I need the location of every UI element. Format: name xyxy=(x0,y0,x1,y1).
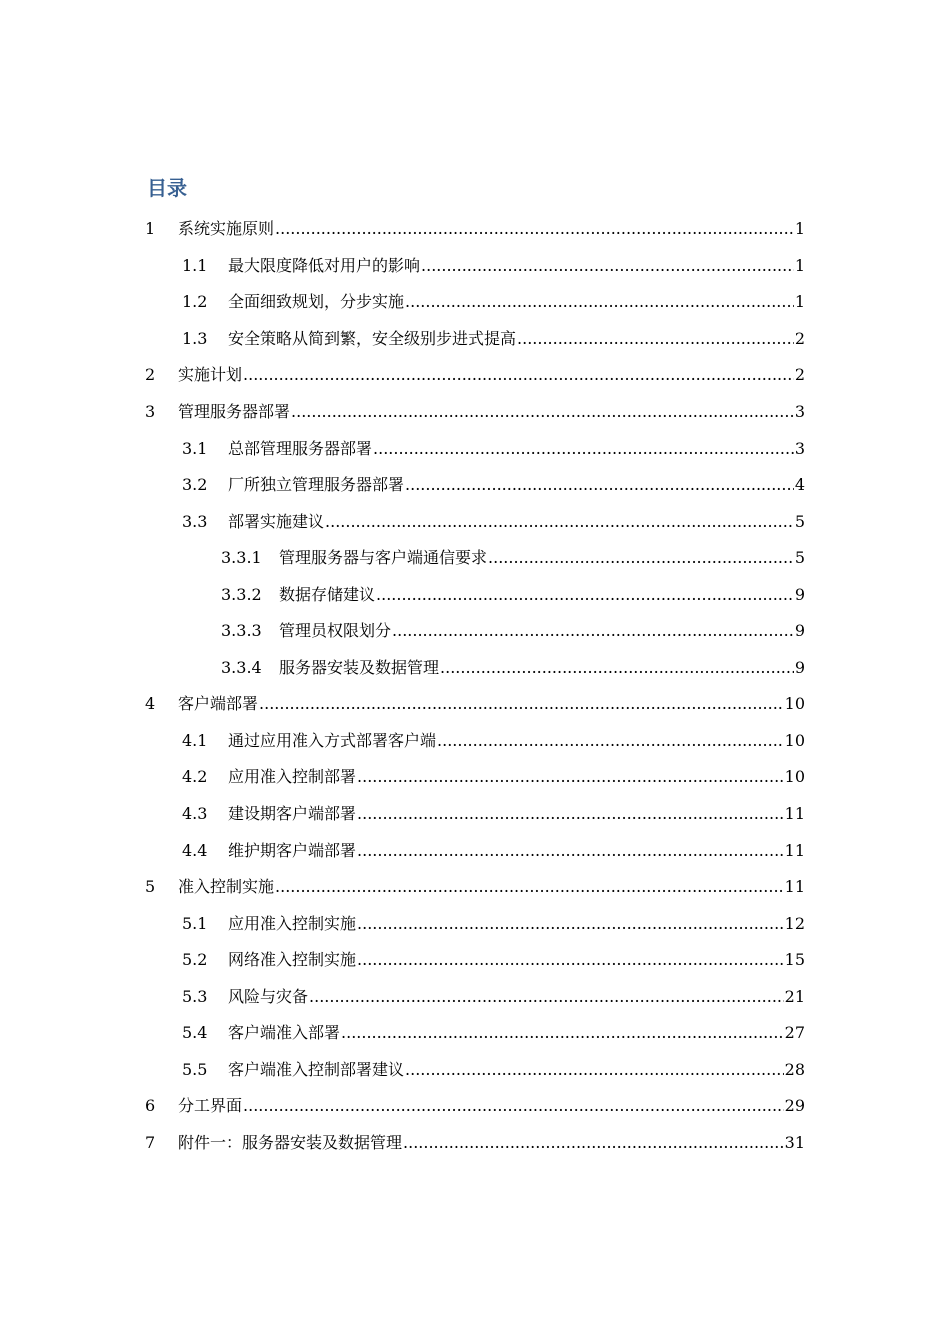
toc-entry[interactable] xyxy=(0,430,950,467)
toc-entry-number: 5.1 xyxy=(182,913,208,933)
toc-entry[interactable] xyxy=(0,1015,950,1052)
toc-dot-leader xyxy=(291,402,794,422)
toc-entry-text: 附件一：服务器安装及数据管理 xyxy=(178,1132,403,1152)
toc-entry-text: 风险与灾备 xyxy=(228,986,309,1006)
toc-entry-page: 12 xyxy=(784,913,805,933)
toc-dot-leader xyxy=(421,256,794,276)
toc-entry-number: 2 xyxy=(145,365,156,385)
toc-entry[interactable] xyxy=(0,540,950,577)
toc-entry-page: 11 xyxy=(784,840,805,860)
toc-entry-number: 1.1 xyxy=(182,255,208,275)
toc-dot-leader xyxy=(405,292,794,312)
toc-entry-number: 3.2 xyxy=(182,475,208,495)
toc-entry-number: 6 xyxy=(145,1096,156,1116)
toc-entry[interactable] xyxy=(0,1052,950,1089)
toc-dot-leader xyxy=(357,914,784,934)
toc-entry-text: 客户端准入控制部署建议 xyxy=(228,1059,405,1079)
toc-entry-text: 厂所独立管理服务器部署 xyxy=(228,475,405,495)
toc-entry[interactable] xyxy=(0,650,950,687)
toc-entry[interactable] xyxy=(0,211,950,248)
toc-entry-text: 管理服务器部署 xyxy=(178,402,291,421)
toc-entry-text: 客户端准入部署 xyxy=(228,1023,341,1043)
toc-entry[interactable] xyxy=(0,942,950,979)
toc-entry-page: 3 xyxy=(794,402,805,421)
toc-entry-page: 9 xyxy=(794,584,805,604)
toc-dot-leader xyxy=(392,621,794,641)
toc-entry-text: 服务器安装及数据管理 xyxy=(279,657,440,677)
toc-entry[interactable] xyxy=(0,503,950,540)
toc-entry-page: 11 xyxy=(784,877,805,897)
toc-title: 目录 xyxy=(147,176,187,200)
toc-dot-leader xyxy=(405,475,794,495)
toc-entry-number: 7 xyxy=(145,1132,156,1152)
toc-dot-leader xyxy=(376,585,794,605)
toc-entry-text: 建设期客户端部署 xyxy=(228,804,357,824)
toc-entry-text: 系统实施原则 xyxy=(178,219,275,239)
toc-entry[interactable] xyxy=(0,905,950,942)
toc-entry-page: 1 xyxy=(794,219,805,239)
toc-dot-leader xyxy=(259,694,784,714)
toc-dot-leader xyxy=(309,987,784,1007)
toc-entry[interactable] xyxy=(0,467,950,504)
toc-entry-page: 2 xyxy=(794,328,805,348)
toc-entry-text: 维护期客户端部署 xyxy=(228,840,357,860)
toc-entry-page: 29 xyxy=(784,1096,805,1116)
toc-entry[interactable] xyxy=(0,321,950,358)
toc-entry-page: 10 xyxy=(784,730,805,750)
toc-entry[interactable] xyxy=(0,1088,950,1125)
toc-entry-page: 21 xyxy=(784,986,805,1006)
toc-entry-number: 4.4 xyxy=(182,840,208,860)
toc-entry-number: 5.5 xyxy=(182,1059,208,1079)
toc-entry[interactable] xyxy=(0,832,950,869)
toc-dot-leader xyxy=(243,1096,784,1116)
toc-dot-leader xyxy=(440,658,794,678)
toc-entry-number: 4.1 xyxy=(182,730,208,750)
toc-entry[interactable] xyxy=(0,978,950,1015)
toc-dot-leader xyxy=(341,1023,784,1043)
toc-dot-leader xyxy=(517,329,794,349)
toc-entry[interactable] xyxy=(0,248,950,285)
toc-entry-page: 31 xyxy=(784,1132,805,1152)
toc-entry-page: 9 xyxy=(794,621,805,641)
toc-entry[interactable] xyxy=(0,686,950,723)
toc-entry[interactable] xyxy=(0,357,950,394)
toc-entry-number: 1 xyxy=(145,219,156,239)
toc-entry-text: 部署实施建议 xyxy=(228,511,325,531)
toc-entry-page: 10 xyxy=(784,694,805,714)
toc-dot-leader xyxy=(437,731,784,751)
toc-dot-leader xyxy=(357,804,784,824)
toc-dot-leader xyxy=(275,877,784,897)
toc-entry-number: 1.2 xyxy=(182,292,208,312)
toc-entry-text: 实施计划 xyxy=(178,365,243,385)
toc-dot-leader xyxy=(357,841,784,861)
toc-dot-leader xyxy=(405,1060,784,1080)
toc-entry-text: 通过应用准入方式部署客户端 xyxy=(228,730,437,750)
toc-entry-number: 5.2 xyxy=(182,950,208,970)
toc-entry-text: 最大限度降低对用户的影响 xyxy=(228,255,421,275)
toc-entry-number: 1.3 xyxy=(182,328,208,348)
toc-entry-page: 5 xyxy=(794,511,805,531)
toc-entry-page: 1 xyxy=(794,292,805,312)
toc-entry-number: 4.2 xyxy=(182,767,208,787)
toc-entry-number: 3 xyxy=(145,402,156,421)
toc-dot-leader xyxy=(357,950,784,970)
toc-entry[interactable] xyxy=(0,759,950,796)
toc-dot-leader xyxy=(275,219,794,239)
toc-entry[interactable] xyxy=(0,284,950,321)
toc-entry-page: 4 xyxy=(794,475,805,495)
toc-entry-text: 安全策略从简到繁，安全级别步进式提高 xyxy=(228,328,517,348)
toc-entry-number: 4.3 xyxy=(182,804,208,824)
toc-dot-leader xyxy=(403,1133,784,1153)
toc-entry[interactable] xyxy=(0,723,950,760)
toc-list xyxy=(0,211,950,1161)
toc-entry-page: 10 xyxy=(784,767,805,787)
toc-entry-page: 2 xyxy=(794,365,805,385)
toc-entry[interactable] xyxy=(0,1125,950,1162)
toc-entry-text: 管理服务器与客户端通信要求 xyxy=(279,548,488,568)
toc-entry-text: 应用准入控制部署 xyxy=(228,767,357,787)
toc-entry-text: 总部管理服务器部署 xyxy=(228,438,373,458)
toc-entry-number: 3.3.1 xyxy=(221,548,262,568)
toc-entry-text: 分工界面 xyxy=(178,1096,243,1116)
toc-dot-leader xyxy=(325,512,794,532)
toc-entry-page: 5 xyxy=(794,548,805,568)
toc-entry-text: 准入控制实施 xyxy=(178,877,275,897)
toc-entry-page: 28 xyxy=(784,1059,805,1079)
toc-entry-page: 11 xyxy=(784,804,805,824)
toc-entry[interactable] xyxy=(0,796,950,833)
toc-entry-number: 3.3 xyxy=(182,511,208,531)
toc-entry-number: 3.3.3 xyxy=(221,621,262,641)
toc-entry-page: 3 xyxy=(794,438,805,458)
toc-entry-text: 应用准入控制实施 xyxy=(228,913,357,933)
toc-entry-text: 网络准入控制实施 xyxy=(228,950,357,970)
toc-entry-number: 5.3 xyxy=(182,986,208,1006)
toc-dot-leader xyxy=(488,548,794,568)
toc-entry-page: 9 xyxy=(794,657,805,677)
toc-entry-number: 5.4 xyxy=(182,1023,208,1043)
toc-entry-text: 数据存储建议 xyxy=(279,584,376,604)
toc-entry-page: 15 xyxy=(784,950,805,970)
toc-entry-number: 5 xyxy=(145,877,156,897)
toc-entry[interactable] xyxy=(0,394,950,431)
toc-entry-text: 管理员权限划分 xyxy=(279,621,392,641)
toc-entry-number: 3.1 xyxy=(182,438,208,458)
toc-entry-text: 全面细致规划，分步实施 xyxy=(228,292,405,312)
toc-entry[interactable] xyxy=(0,869,950,906)
toc-entry-page: 27 xyxy=(784,1023,805,1043)
toc-dot-leader xyxy=(357,767,784,787)
toc-dot-leader xyxy=(243,365,794,385)
toc-entry-text: 客户端部署 xyxy=(178,694,259,714)
toc-entry-number: 4 xyxy=(145,694,156,714)
toc-entry-number: 3.3.2 xyxy=(221,584,262,604)
toc-entry[interactable] xyxy=(0,613,950,650)
toc-entry[interactable] xyxy=(0,576,950,613)
toc-dot-leader xyxy=(373,439,794,459)
toc-entry-number: 3.3.4 xyxy=(221,657,262,677)
toc-entry-page: 1 xyxy=(794,255,805,275)
